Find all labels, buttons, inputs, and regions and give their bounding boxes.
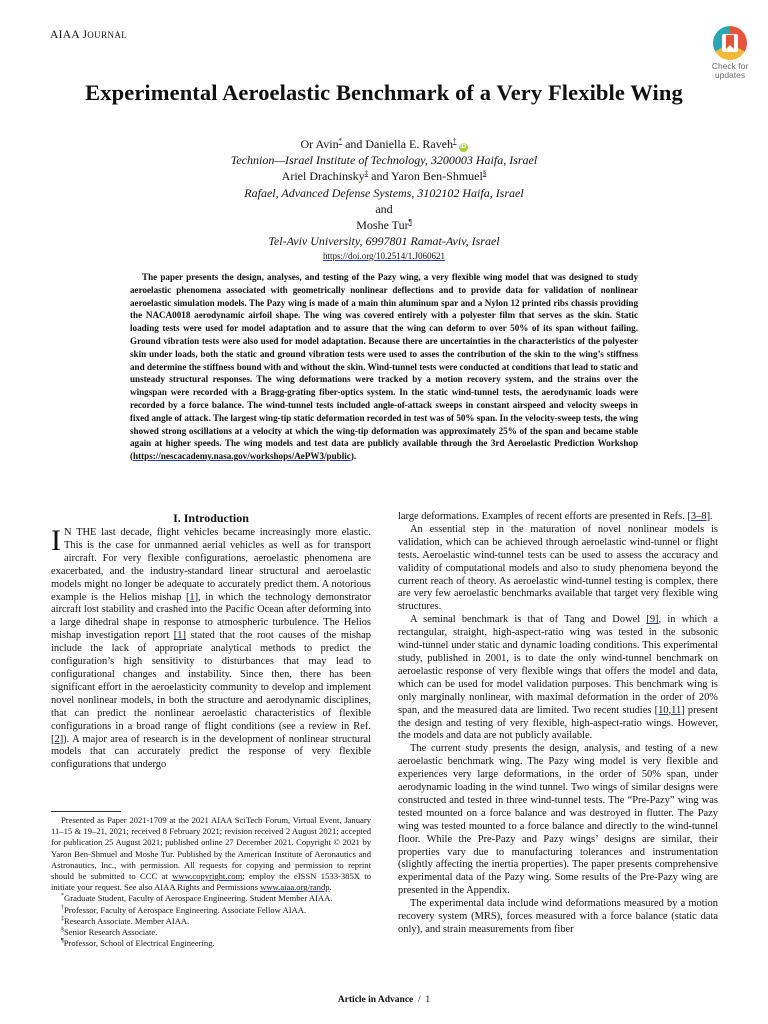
copyright-link[interactable]: www.copyright.com	[172, 871, 243, 882]
page-footer: Article in Advance / 1	[337, 995, 431, 1005]
intro-paragraph: I N THE last decade, flight vehicles became increasingly more elastic. This is the case for unmanned aerial vehicles as well as for transport aircraft. For very flexible configurations, aeroelastic phenomena are exacerbated, and the industry-standard linear structural and aeroelastic models might no longer be adequate to accurately predict them. A notorious example is the Helios mishap [1], in which the technology demonstrator aircraft lost stability and crashed into the Pacific Ocean after deforming into a large dihedral shape in response to atmospheric turbulence. The Helios mishap investigation report [1] stated that the root causes of the mishap include the lack of appropriate analytical methods to predict the configuration’s high sensitivity to disturbances that may lead to configurational changes and instability. Since then, there has been significant effort in the aeroelasticity community to develop and implement novel nonlinear models, in both the structure and aerodynamic disciplines, that can predict the nonlinear aeroelastic characteristics of flexible configurations in a broad range of flight conditions (see a review in Ref. [2]). A major area of research is in the development of nonlinear structural models that can accurately predict the response of very flexible configurations that undergo	[51, 524, 372, 771]
author-block	[0, 136, 768, 249]
abstract-text: The paper presents the design, analyses, and testing of the Pazy wing, a very flexible wing model that was designed to study aeroelastic phenomena associated with geometrically nonlinear deflections and to provide data for validation of nonlinear aeroelastic simulation models. The Pazy wing is made of a main thin aluminum spar and a Nylon 12 printed ribs chassis providing the NACA0018 aerodynamic airfoil shape. The wing was covered entirely with a polyester film that serves as the skin. Static loading tests were used for model adaptation and to assure that the wing can deform to over 50% of its span without failing. Ground vibration tests were also used for model adaptation. Because there are uncertainties in the characteristics of the polyester skin under loads, both the static and ground vibration tests were used to asses the contribution of the skin to the wing’s stiffness and determine the stiffness bound with and without the skin. Wind-tunnel tests were conducted at conditions that lead to static and unsteady structural responses. The wing deformations were tracked by a motion recovery system, and the strains over the wingspan were recorded with a Bragg-grating fiber-optics system. In the static wind-tunnel tests, the aerodynamic loads were recorded by a force balance. The wind-tunnel tests included angle-of-attack sweeps in constant airspeed and velocity sweeps in fixed angle of attack. The largest wing-tip static deformation recorded in test was of 50% span. In the velocity-sweep tests, the wing showed strong oscillations at a velocity at which the wing-tip deformation was approximately 25% of the span and became stable again at higher speeds. The wing models and test data are publicly available through the 3rd Aeroelastic Prediction Workshop (	[130, 272, 638, 462]
body-paragraph: A seminal benchmark is that of Tang and Dowel [9], in which a rectangular, straight, high-aspect-ratio wing was tested in the subsonic wind-tunnel under static and dynamic loading conditions. This experimental study, published in 2001, is to date the only wind-tunnel benchmark on aeroelastic response of very flexible wings that offers the model and data, which can be used for model validation purposes. This benchmark wing is only marginally nonlinear, with maximal deformation in the order of 20% span, and the measured data are limited. Two recent studies [10,11] present the design and testing of very flexible, high-aspect-ratio wings. However, the models and data are not publicly available.	[398, 614, 718, 742]
section-heading: I. Introduction	[173, 511, 249, 525]
reference-link[interactable]: 2	[54, 733, 60, 745]
author-conjunction: and	[375, 201, 393, 216]
left-column	[51, 511, 371, 772]
body-paragraph: The current study presents the design, analysis, and testing of a new aeroelastic benchmark wing. The Pazy wing model is very flexible and experiences very large deformations, in the order of 50% span, under aerodynamic loading in the wind tunnel. Two wings of similar designs were constructed and tested in three wind-tunnel tests. The “Pre-Pazy” wing was tested mounted on a force balance and was destroyed in flutter. The Pazy wing was tested mounted to a force balance and directly to the wind-tunnel floor. While the Pre-Pazy and Pazy wings’ designs are similar, their properties vary due to manufacturing tolerances and instrumentation (slightly affecting the inertia properties). The paper presents comprehensive experimental data of the Pazy wing. Some results of the Pre-Pazy wing are presented in the Appendix.	[398, 743, 718, 897]
affiliation: Tel-Aviv University, 6997801 Ramat-Aviv, Israel	[268, 234, 500, 249]
reference-link[interactable]: 3–8	[690, 511, 707, 522]
affiliation: Rafael, Advanced Defense Systems, 3102102 Haifa, Israel	[244, 185, 524, 200]
affiliation: Technion—Israel Institute of Technology, 3200003 Haifa, Israel	[230, 153, 538, 168]
footnote: ¶Professor, School of Electrical Engineering.	[61, 938, 215, 949]
author-footnote-mark[interactable]: ‡	[364, 169, 369, 178]
orcid-icon[interactable]: iD	[460, 144, 467, 150]
workshop-link[interactable]: https://nescacademy.nasa.gov/workshops/AePW3/public	[133, 451, 351, 462]
abstract: The paper presents the design, analyses, and testing of the Pazy wing, a very flexible wing model that was designed to study aeroelastic phenomena associated with geometrically nonlinear deflections and to provide data for validation of nonlinear aeroelastic simulation models. The Pazy wing is made of a main thin aluminum spar and a Nylon 12 printed ribs chassis providing the NACA0018 aerodynamic airfoil shape. The wing was covered entirely with a polyester film that serves as the skin. Static loading tests were used for model adaptation and to assure that the wing can deform to over 50% of its span without failing. Ground vibration tests were also used for model adaptation. Because there are uncertainties in the characteristics of the polyester skin under loads, both the static and ground vibration tests were used to asses the contribution of the skin to the wing’s stiffness and determine the stiffness bound with and without the skin. Wind-tunnel tests were conducted at conditions that lead to static and unsteady structural responses. The wing deformations were tracked by a motion recovery system, and the strains over the wingspan were recorded with a Bragg-grating fiber-optics system. In the static wind-tunnel tests, the aerodynamic loads were recorded by a force balance. The wind-tunnel tests included angle-of-attack sweeps in constant airspeed and velocity sweeps in fixed angle of attack. The largest wing-tip static deformation recorded in test was of 50% span. In the velocity-sweep tests, the wing showed strong oscillations at a velocity at which the wing-tip deformation was approximately 25% of the span and became stable again at higher speeds. The wing models and test data are publicly available through the 3rd Aeroelastic Prediction Workshop (https://nescacademy.nasa.gov/workshops/AePW3/public).	[130, 272, 638, 462]
drop-cap: I	[51, 524, 61, 557]
footnote-divider	[51, 811, 121, 812]
footnote: ‡Research Associate. Member AIAA.	[61, 915, 190, 926]
footnote: *Graduate Student, Faculty of Aerospace Engineering. Student Member AIAA.	[61, 893, 333, 904]
paper-title: Experimental Aeroelastic Benchmark of a Very Flexible Wing	[85, 80, 683, 105]
footnote: Presented as Paper 2021-1709 at the 2021 AIAA SciTech Forum, Virtual Event, January 11–15 & 19–21, 2021; received 8 February 2021; revision received 2 August 2021; accepted for publication 25 August 2021; published online 27 December 2021. Copyright © 2021 by Yaron Ben-Shmuel and Moshe Tur. Published by the American Institute of Aeronautics and Astronautics, Inc., with permission. All requests for copying and permission to reprint should be submitted to CCC at www.copyright.com; employ the eISSN 1533-385X to initiate your request. See also AIAA Rights and Permissions www.aiaa.org/randp.	[51, 815, 371, 893]
check-for-updates-icon	[713, 26, 747, 60]
author-footnote-mark[interactable]: §	[482, 169, 487, 178]
journal-name: AIAA JOURNAL	[50, 29, 128, 41]
author-footnote-mark[interactable]: *	[338, 137, 343, 145]
footnotes	[51, 815, 371, 949]
author-footnote-mark[interactable]: †	[453, 137, 457, 145]
footnote: †Professor, Faculty of Aerospace Engineering. Associate Fellow AIAA.	[61, 904, 307, 915]
body-paragraph: large deformations. Examples of recent efforts are presented in Refs. [3–8].	[398, 511, 713, 522]
author-footnote-mark[interactable]: ¶	[408, 218, 412, 227]
author-name: Or Avin	[300, 137, 339, 151]
article-status: Article in Advance	[337, 995, 414, 1005]
permissions-link[interactable]: www.aiaa.org/randp	[260, 882, 330, 893]
author-name: Ariel Drachinsky	[281, 169, 365, 184]
body-paragraph: The experimental data include wind deformations measured by a motion recovery system (MRS), forces measured with a force balance (static data only), and strain measurements from fiber	[398, 898, 718, 935]
footnote: §Senior Research Associate.	[61, 927, 158, 938]
reference-link[interactable]: [1]	[185, 591, 199, 603]
author-name: and Yaron Ben-Shmuel	[368, 169, 483, 184]
right-column	[398, 511, 718, 937]
reference-link[interactable]: [10,11]	[654, 704, 685, 716]
page-number: 1	[425, 995, 431, 1005]
check-for-updates-button[interactable]: Check for updates	[700, 26, 760, 86]
reference-link[interactable]: [9]	[646, 614, 659, 626]
reference-link[interactable]: [1]	[173, 630, 186, 642]
author-name: and Daniella E. Raveh	[342, 137, 454, 151]
body-paragraph: An essential step in the maturation of novel nonlinear models is validation, which can be achieved through aeroelastic wind-tunnel or flight tests. Aeroelastic wind-tunnel tests can be used to assess the accuracy and validity of computational models and also to study phenomena beyond the current reach of theory. As aeroelastic wind-tunnel testing is complex, there are very few aeroelastic benchmarks available that target very flexible wing structures.	[398, 523, 718, 613]
doi-link[interactable]: https://doi.org/10.2514/1.J060621	[322, 251, 446, 261]
doi	[0, 251, 768, 261]
author-name: Moshe Tur	[356, 218, 409, 233]
